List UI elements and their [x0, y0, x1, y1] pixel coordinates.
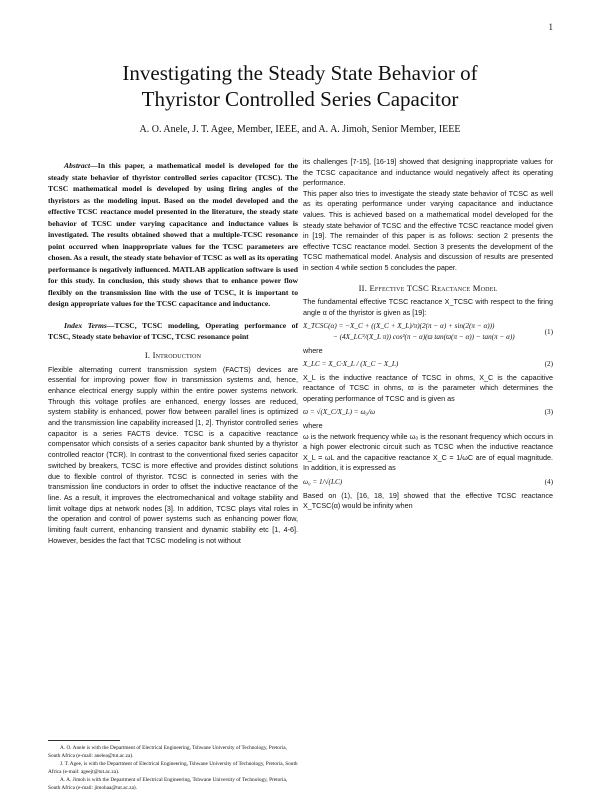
- equation-2-body: X_LC = X_C·X_L / (X_C − X_L): [303, 360, 399, 369]
- equation-3: [303, 407, 553, 418]
- section-2-paragraph-1: The fundamental effective TCSC reactance X_TCSC with respect to the firing angle α of the thyristor is given as [19]:: [303, 297, 553, 317]
- abstract-label: Abstract: [64, 161, 91, 170]
- title-line-2: Thyristor Controlled Series Capacitor: [141, 87, 459, 111]
- abstract-text: —In this paper, a mathematical model is developed for the steady state behavior of thyristor controlled series capacitor (TCSC). The TCSC mathematical model is developed by using firing angles of the thyristors as the modeling input. Based on the model developed and the effective TCSC reactance model presented in the literature, the steady state behavior of TCSC under varying capacitance and inductance values is investigated. The results obtained showed that a multiple-TCSC resonance point occurred when inappropriate values for the TCSC parameters are chosen. As a result, the steady state behavior of TCSC as well as its operating performance is negatively influenced. MATLAB application software is used for this study. In conclusion, this study shows that to enhance power flow flexibly on the transmission line with the use of TCSC, it is important to design appropriate values for the TCSC capacitance and inductance.: [48, 161, 298, 308]
- author-line: A. O. Anele, J. T. Agee, Member, IEEE, and A. A. Jimoh, Senior Member, IEEE: [139, 124, 461, 135]
- section-2-paragraph-2: X_L is the inductive reactance of TCSC in ohms, X_C is the capacitive reactance of TCSC in ohms, ϖ is the parameter which determines the operating performance of TCSC and is given as: [303, 372, 553, 403]
- section-2-paragraph-3: ω is the network frequency while ω₀ is the resonant frequency which occurs in a high power electronic circuit such as TCSC when the inductive reactance X_L = ωL and the capacitive reactance X_C = 1/ωC are of equal magnitude. In addition, it is expressed as: [303, 431, 553, 473]
- footnote-rule: [48, 740, 120, 741]
- where-label-1: where: [303, 345, 323, 355]
- section-1-heading: I. Introduction: [144, 349, 202, 360]
- section-2-paragraph-4: Based on (1), [16, 18, 19] showed that the effective TCSC reactance X_TCSC(α) would be infinity when: [303, 490, 553, 511]
- paper-title: [0, 60, 600, 112]
- equation-4: [303, 477, 553, 488]
- equation-1-line-1: X_TCSC(α) = −X_C + ((X_C + X_L)/π)(2(π − α) + sin(2(π − α))): [303, 322, 495, 331]
- where-label-2: where: [303, 421, 323, 431]
- equation-1-number: (1): [544, 327, 553, 336]
- equation-3-body: ϖ = √(X_C/X_L) = ω₀/ω: [303, 408, 376, 417]
- title-line-1: Investigating the Steady State Behavior of: [122, 61, 478, 85]
- equation-3-number: (3): [544, 408, 553, 417]
- left-column: [48, 160, 298, 546]
- right-paragraph-2: This paper also tries to investigate the steady state behavior of TCSC as well as its operating performance under varying capacitance and inductance values. This is achieved based on a mathematical model developed for the steady state behavior of TCSC and the effective TCSC reactance model given in [19]. The remainder of this paper is as follows: section 2 presents the effective TCSC reactance model. Section 3 presents the development of the TCSC mathematical model. Analysis and discussion of results are presented in section 4 while section 5 concludes the paper.: [303, 188, 553, 272]
- index-terms-text: —TCSC, TCSC modeling, Operating performance of TCSC, Steady state behavior of TCSC, TCSC resonance point: [48, 320, 298, 341]
- equation-2-number: (2): [544, 360, 553, 369]
- footnote-2: J. T. Agee, is with the Department of Electrical Engineering, Tshwane University of Technology, Pretoria, South Africa (e-mail: ageejt@tut.ac.za).: [48, 761, 298, 775]
- footnotes: [48, 744, 298, 792]
- section-2-heading: II. Effective TCSC Reactance Model: [358, 282, 498, 293]
- introduction-text: Flexible alternating current transmission system (FACTS) devices are essential for improving power flow in transmission systems and, hence, enhance electrical energy supply within the entire power systems network. Through this voltage profiles are enhanced, energy losses are reduced, system stability is enhanced, power flow between parallel lines is optimized and the transmission line capability increased [1, 2]. Thyristor controlled series capacitor is a series FACTS device. TCSC is a capacitive reactance compensator which consists of a series capacitor bank shunted by a thyristor controlled reactor (TCR). In contrast to the conventional fixed series capacitor switched by breakers, TCSC is more effective and provides distinct solutions due to flexible control of thyristor. TCSC is connected in series with the transmission line conductors in order to offset the inductive reactance of the line. As a result, it improves the electromechanical and voltage stability and limit voltage dips at network nodes [3]. In addition, TCSC plays vital roles in the operation and control of power systems such as enhancing power flow, limiting fault current, enhancing transient and dynamic stability etc [1, 4-6]. However, besides the fact that TCSC modeling is not without: [48, 364, 298, 545]
- footnote-1: A. O. Anele is with the Department of Electrical Engineering, Tshwane University of Technology, Pretoria, South Africa (e-mail: anelea@tut.ac.za).: [48, 745, 287, 759]
- page-number: 1: [548, 22, 553, 32]
- index-terms-label: Index Terms: [64, 320, 107, 330]
- right-paragraph-1: its challenges [7-15], [16-19] showed that designing inappropriate values for the TCSC capacitance and inductance would negatively affect its operating performance.: [303, 157, 553, 188]
- abstract: [48, 160, 298, 310]
- equation-1: [303, 321, 553, 342]
- right-column: [303, 157, 553, 512]
- equation-4-number: (4): [544, 478, 553, 487]
- index-terms: [48, 320, 298, 342]
- equation-4-body: ω₀ = 1/√(LC): [303, 478, 343, 487]
- equation-1-line-2: − (4X_LC²/(X_L π)) cos²(π − α)(ϖ tan(ϖ(π − α)) − tan(π − α)): [333, 332, 515, 341]
- equation-2: [303, 359, 553, 370]
- footnote-3: A. A. Jimoh is with the Department of Electrical Engineering, Tshwane University of Technology, Pretoria, South Africa (e-mail: jimohaa@tut.ac.za).: [48, 777, 288, 791]
